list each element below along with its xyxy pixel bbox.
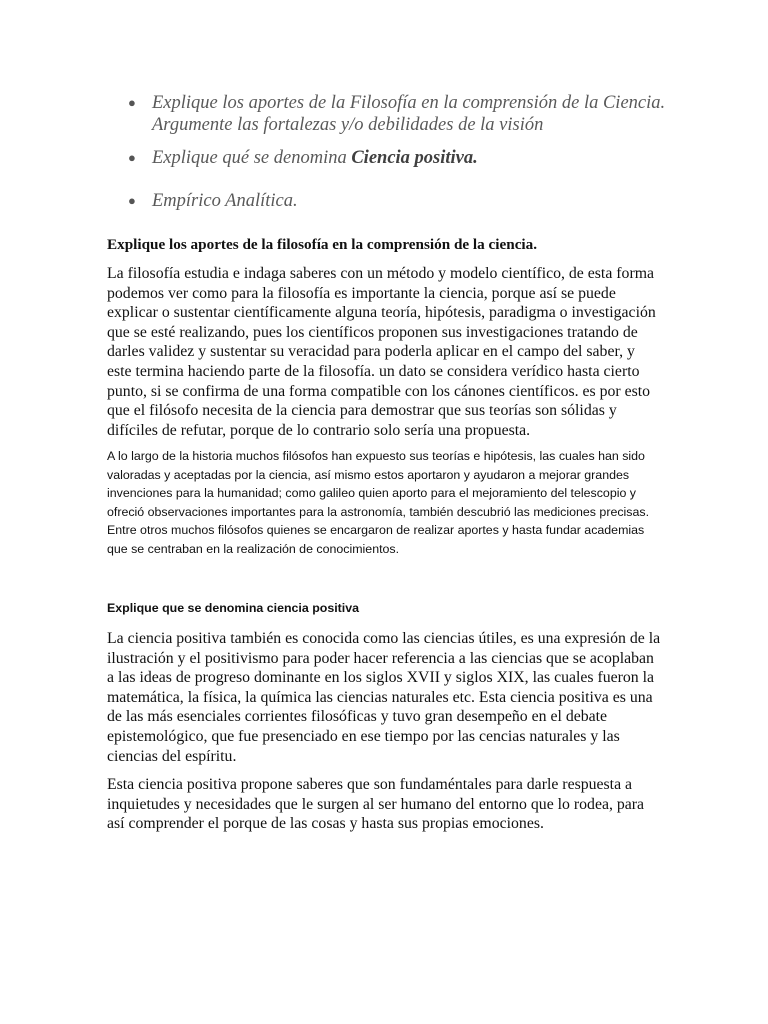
bullet-text: Explique qué se denomina — [152, 148, 352, 168]
bullet-text: Explique los aportes de la Filosofía en la comprensión de la Ciencia. Argumente las fortalezas y/o debilidades de la visión — [152, 93, 666, 135]
section-heading-ciencia-positiva: Explique que se denomina ciencia positiva — [107, 601, 360, 615]
bullet-item — [128, 92, 668, 136]
paragraph: La ciencia positiva también es conocida como las ciencias útiles, es una expresión de la ilustración y el positivismo para poder hacer referencia a las ciencias que se acoplaban a las ideas de progreso dominante en los siglos XVII y siglos XIX, las cuales fueron la matemática, la física, la química las ciencias naturales etc. Esta ciencia positiva es una de las más esenciales corrientes filosóficas y tuvo gran desempeño en el debate epistemológico, que fue presenciado en ese tiempo por las cencias naturales y las ciencias del espíritu. — [107, 630, 661, 765]
bullet-dot-icon: ● — [128, 193, 136, 208]
bullet-dot-icon: ● — [128, 150, 136, 165]
bullet-dot-icon: ● — [128, 95, 136, 110]
bullet-text: Empírico Analítica. — [152, 191, 298, 211]
section-heading-aportes: Explique los aportes de la filosofía en la comprensión de la ciencia. — [107, 236, 538, 253]
bullet-item — [128, 190, 668, 212]
paragraph: A lo largo de la historia muchos filósofos han expuesto sus teorías e hipótesis, las cuales han sido valoradas y aceptadas por la ciencia, así mismo estos aportaron y ayudaron a mejorar grandes invenciones para la humanidad; como galileo quien aporto para el mejoramiento del telescopio y ofreció observaciones importantes para la astronomía, también descubrió las mediciones precisas. Entre otros muchos filósofos quienes se encargaron de realizar aportes y hasta fundar academias que se centraban en la realización de conocimientos. — [107, 449, 650, 556]
bullet-emphasis: Ciencia positiva. — [351, 148, 478, 168]
question-bullet-list — [128, 92, 668, 212]
paragraph: La filosofía estudia e indaga saberes con un método y modelo científico, de esta forma podemos ver como para la filosofía es importante la ciencia, porque así se puede explicar o sustentar científicamente alguna teoría, hipótesis, paradigma o investigación que se esté realizando, pues los científicos proponen sus investigaciones tratando de darles validez y sustentar su veracidad para poderla aplicar en el campo del saber, y este termina haciendo parte de la filosofía. un dato se considera verídico hasta cierto punto, si se confirma de una forma compatible con los cánones científicos. es por esto que el filósofo necesita de la ciencia para demostrar que sus teorías son sólidas y difíciles de refutar, porque de lo contrario solo sería una propuesta. — [107, 265, 656, 439]
paragraph: Esta ciencia positiva propone saberes que son fundaméntales para darle respuesta a inquietudes y necesidades que le surgen al ser humano del entorno que lo rodea, para así comprender el porque de las cosas y hasta sus propias emociones. — [107, 776, 645, 833]
bullet-item — [128, 147, 668, 169]
